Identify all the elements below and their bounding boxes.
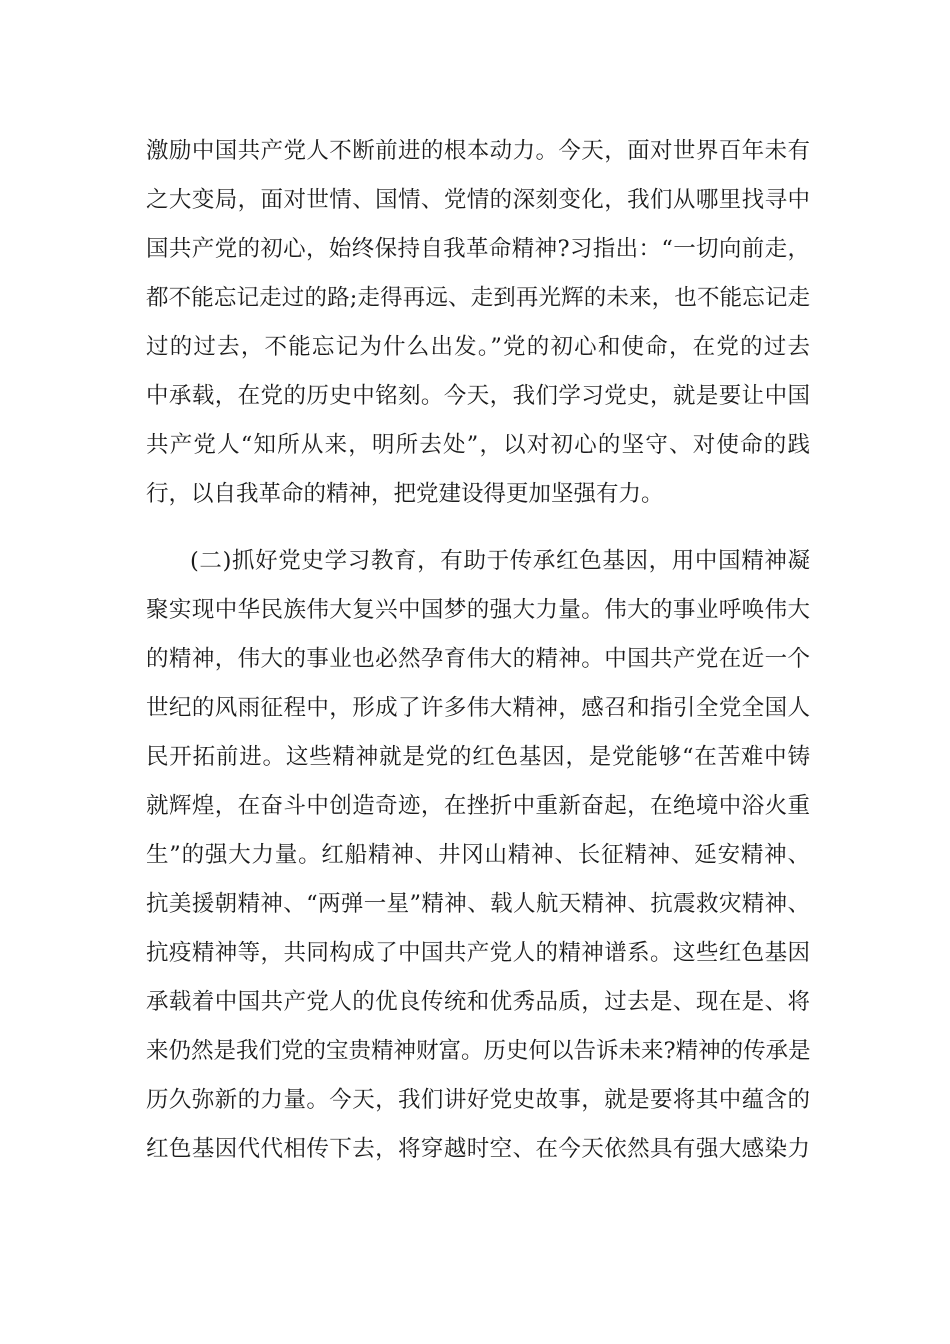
text-line: 中承载，在党的历史中铭刻。今天，我们学习党史，就是要让中国 xyxy=(146,383,810,409)
text-line: 激励中国共产党人不断前进的根本动力。今天，面对世界百年未有 xyxy=(146,138,810,164)
text-line: 民开拓前进。这些精神就是党的红色基因，是党能够“在苦难中铸 xyxy=(146,744,810,770)
text-line: 国共产党的初心，始终保持自我革命精神?习指出：“一切向前走， xyxy=(146,236,810,262)
text-line: (二)抓好党史学习教育，有助于传承红色基因，用中国精神凝 xyxy=(190,548,810,574)
text-line: 过的过去，不能忘记为什么出发。”党的初心和使命，在党的过去 xyxy=(146,334,810,360)
text-line: 共产党人“知所从来，明所去处”，以对初心的坚守、对使命的践 xyxy=(146,432,810,458)
text-line: 抗美援朝精神、“两弹一星”精神、载人航天精神、抗震救灾精神、 xyxy=(146,891,810,917)
text-line: 来仍然是我们党的宝贵精神财富。历史何以告诉未来?精神的传承是 xyxy=(146,1038,811,1064)
text-line: 就辉煌，在奋斗中创造奇迹，在挫折中重新奋起，在绝境中浴火重 xyxy=(146,793,810,819)
text-line: 承载着中国共产党人的优良传统和优秀品质，过去是、现在是、将 xyxy=(146,989,810,1015)
text-line: 的精神，伟大的事业也必然孕育伟大的精神。中国共产党在近一个 xyxy=(146,646,810,672)
text-line: 历久弥新的力量。今天，我们讲好党史故事，就是要将其中蕴含的 xyxy=(146,1087,810,1113)
text-line: 之大变局，面对世情、国情、党情的深刻变化，我们从哪里找寻中 xyxy=(146,187,810,213)
text-line: 世纪的风雨征程中，形成了许多伟大精神，感召和指引全党全国人 xyxy=(146,695,810,721)
text-line: 生”的强大力量。红船精神、井冈山精神、长征精神、延安精神、 xyxy=(146,842,810,868)
text-line: 都不能忘记走过的路;走得再远、走到再光辉的未来，也不能忘记走 xyxy=(146,285,810,311)
text-line: 行，以自我革命的精神，把党建设得更加坚强有力。 xyxy=(146,481,664,507)
text-line: 抗疫精神等，共同构成了中国共产党人的精神谱系。这些红色基因 xyxy=(146,940,810,966)
text-line: 聚实现中华民族伟大复兴中国梦的强大力量。伟大的事业呼唤伟大 xyxy=(146,597,810,623)
text-line: 红色基因代代相传下去，将穿越时空、在今天依然具有强大感染力 xyxy=(146,1136,810,1162)
